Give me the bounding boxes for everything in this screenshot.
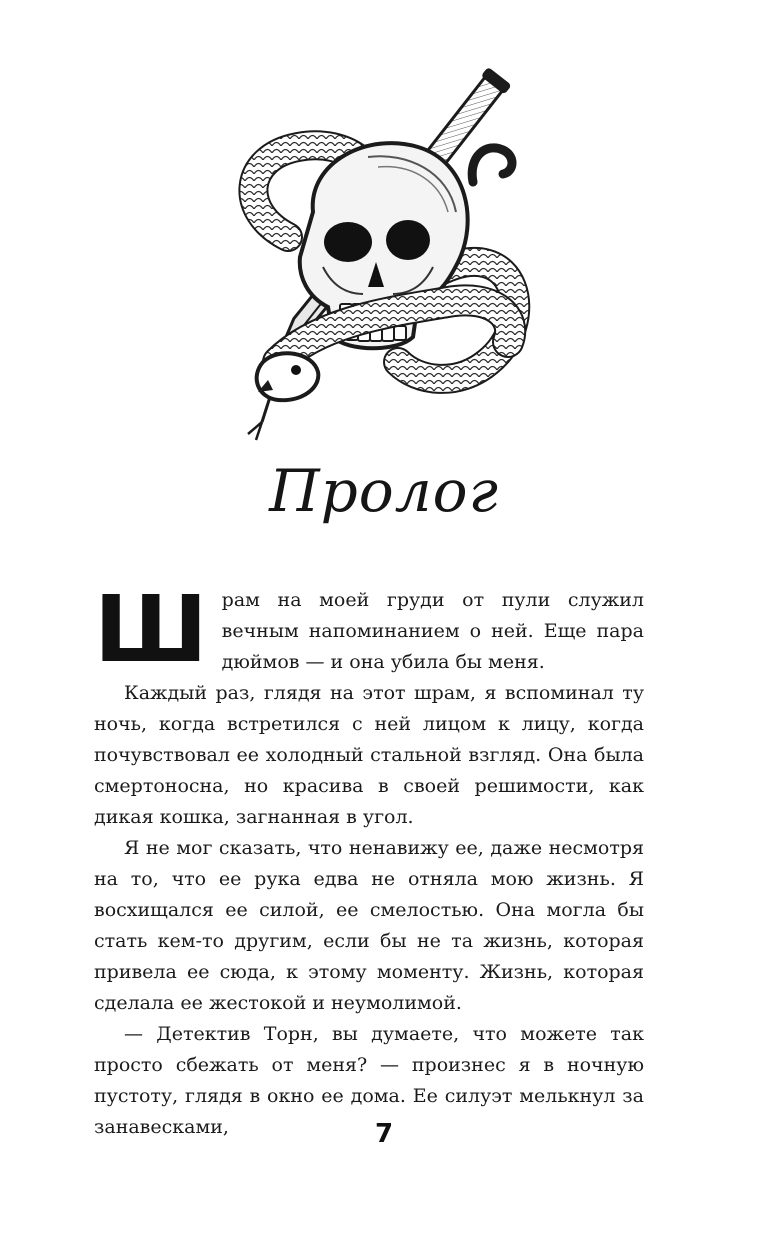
paragraph-4: — Детектив Торн, вы думаете, что можете так просто сбежать от меня? — произнес я в ночную пустоту, глядя в окно ее дома. Ее силуэт мелькнул за занавесками, (94, 1023, 644, 1138)
chapter-title: Пролог (269, 457, 499, 525)
paragraph-1 (94, 576, 644, 683)
page-number: 7 (374, 1119, 394, 1149)
snake-head (248, 353, 318, 440)
paragraph-2: Каждый раз, глядя на этот шрам, я вспоминал ту ночь, когда встретился с ней лицом к лицу, когда почувствовал ее холодный стальной взгляд. Она была смертоносна, но красива в своей решимости, как дикая кошка, загнанная в угол. (94, 682, 644, 828)
skull-dagger-snake-icon (218, 62, 558, 462)
paragraph-3: Я не мог сказать, что ненавижу ее, даже несмотря на то, что ее рука едва не отняла мою жизнь. Я восхищался ее силой, ее смелостью. Она могла бы стать кем-то другим, если бы не та жизнь, которая привела ее сюда, к этому моменту. Жизнь, которая сделала ее жестокой и неумолимой. (94, 837, 644, 1014)
snake-tail (472, 148, 512, 182)
paragraph-1-text: рам на моей груди от пули служил вечным напоминанием о ней. Еще пара дюймов — и она убила бы меня. (221, 589, 644, 673)
drop-cap: Ш (94, 576, 208, 683)
body-text (94, 576, 644, 1143)
